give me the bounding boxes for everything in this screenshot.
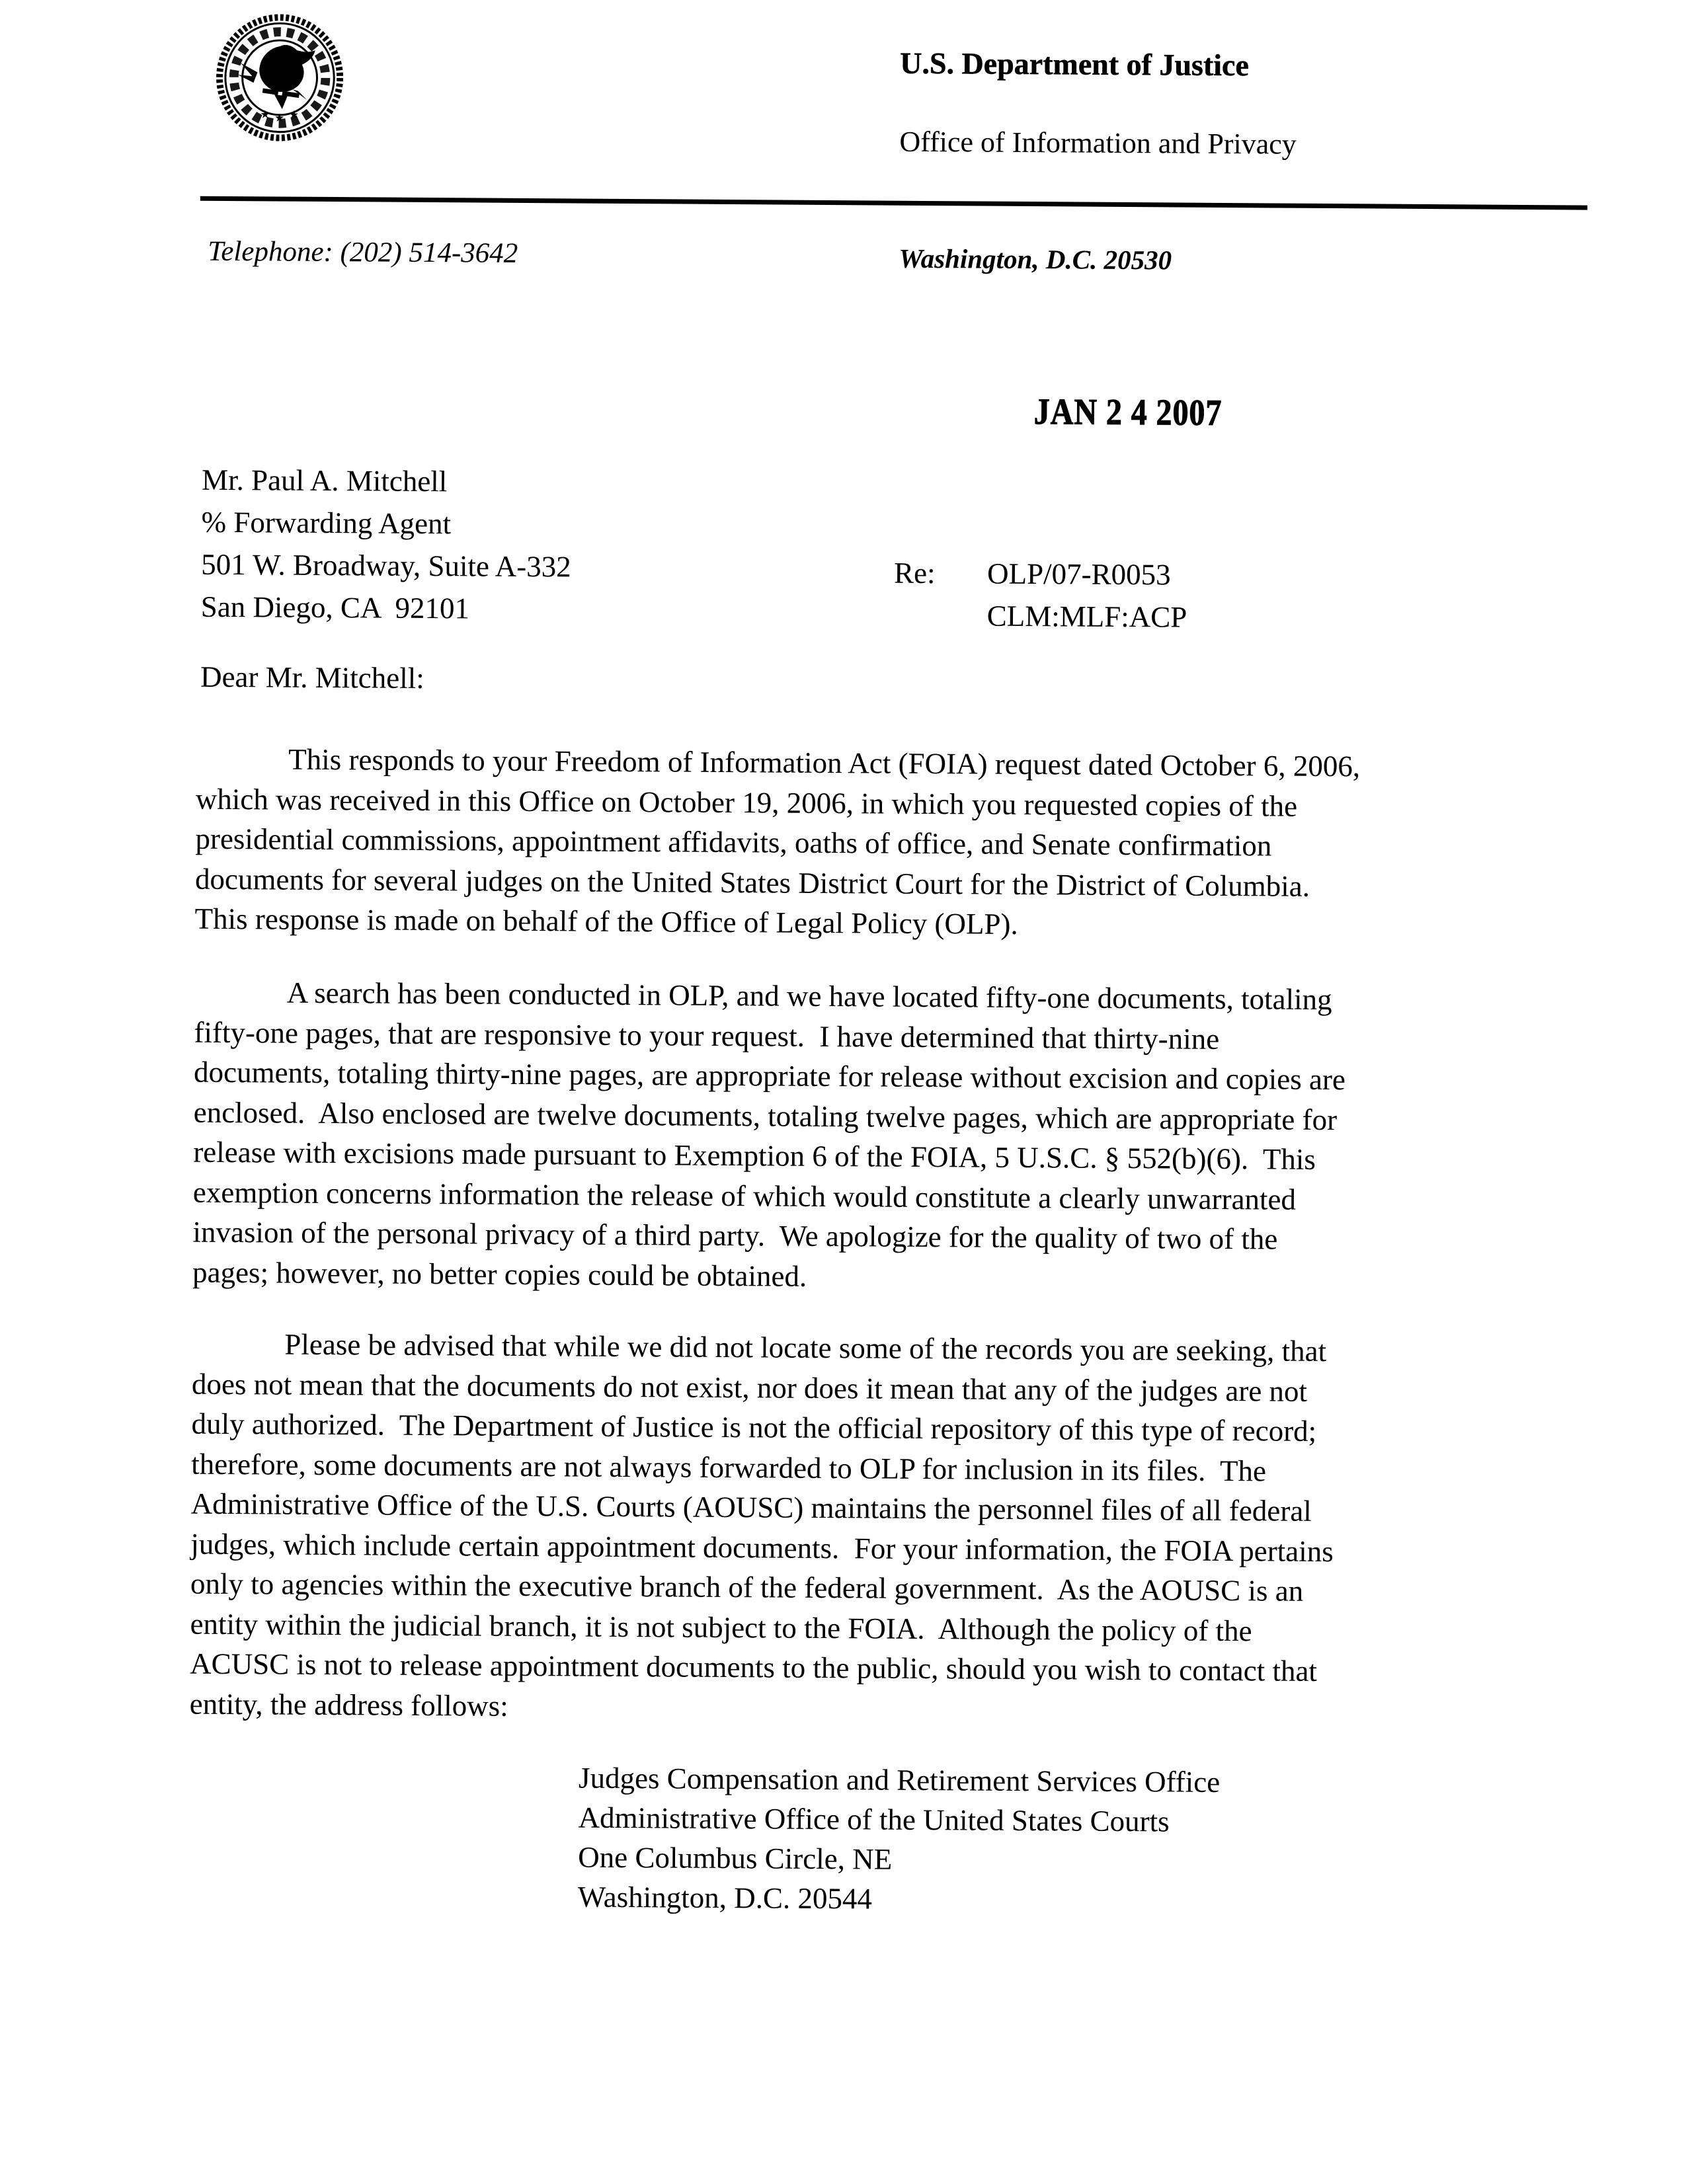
text-line: fifty-one pages, that are responsive to your request. I have determined that thirty-nine bbox=[194, 1015, 1220, 1056]
letterhead-divider bbox=[200, 196, 1587, 210]
text-line: judges, which include certain appointment documents. For your information, the FOIA pertains bbox=[190, 1527, 1334, 1568]
salutation: Dear Mr. Mitchell: bbox=[200, 660, 424, 695]
body-paragraph-3 bbox=[190, 1324, 1335, 1731]
text-line: only to agencies within the executive branch of the federal government. As the AOUSC is an bbox=[190, 1567, 1304, 1608]
doj-seal-icon bbox=[214, 12, 345, 143]
text-line: therefore, some documents are not always forwarded to OLP for inclusion in its files. The bbox=[191, 1447, 1267, 1487]
body-paragraph-2 bbox=[192, 972, 1346, 1300]
text-line: documents for several judges on the United States District Court for the District of Columbia. bbox=[194, 862, 1310, 903]
text-line: Administrative Office of the United States Courts bbox=[578, 1801, 1170, 1838]
text-line: does not mean that the documents do not exist, nor does it mean that any of the judges are not bbox=[191, 1367, 1308, 1408]
svg-text:★: ★ bbox=[260, 108, 270, 121]
text-line: entity within the judicial branch, it is not subject to the FOIA. Although the policy of the bbox=[190, 1607, 1252, 1647]
telephone-number: Telephone: (202) 514-3642 bbox=[208, 235, 518, 269]
reference-numbers bbox=[986, 553, 1187, 639]
text-line: CLM:MLF:ACP bbox=[986, 599, 1187, 634]
text-line: Administrative Office of the U.S. Courts (AOUSC) maintains the personnel files of all federal bbox=[190, 1487, 1312, 1528]
text-line: which was received in this Office on October 19, 2006, in which you requested copies of the bbox=[195, 782, 1298, 823]
text-line: pages; however, no better copies could be obtained. bbox=[192, 1255, 807, 1293]
text-line: entity, the address follows: bbox=[189, 1687, 508, 1723]
text-line: This response is made on behalf of the Office of Legal Policy (OLP). bbox=[194, 902, 1018, 941]
text-line: OLP/07-R0053 bbox=[986, 557, 1171, 592]
svg-text:★: ★ bbox=[274, 111, 285, 124]
aousc-address bbox=[578, 1758, 1221, 1921]
text-line: release with excisions made pursuant to Exemption 6 of the FOIA, 5 U.S.C. § 552(b)(6). This bbox=[193, 1135, 1316, 1176]
text-line: exemption concerns information the release of which would constitute a clearly unwarranted bbox=[192, 1175, 1297, 1216]
date-stamp: JAN 2 4 2007 bbox=[1033, 391, 1223, 434]
text-line: A search has been conducted in OLP, and we have located fifty-one documents, totaling bbox=[286, 976, 1332, 1017]
text-line: documents, totaling thirty-nine pages, are appropriate for release without excision and copies are bbox=[193, 1055, 1346, 1097]
recipient-address bbox=[201, 459, 572, 631]
text-line: Please be advised that while we did not locate some of the records you are seeking, that bbox=[284, 1327, 1327, 1368]
text-line: presidential commissions, appointment affidavits, oaths of office, and Senate confirmation bbox=[195, 822, 1272, 863]
text-line: This responds to your Freedom of Information Act (FOIA) request dated October 6, 2006, bbox=[288, 742, 1361, 783]
text-line: Mr. Paul A. Mitchell bbox=[201, 463, 448, 498]
text-line: San Diego, CA 92101 bbox=[200, 590, 470, 625]
body-paragraph-1 bbox=[194, 739, 1360, 947]
text-line: Washington, D.C. 20544 bbox=[577, 1880, 873, 1916]
letterhead-city: Washington, D.C. 20530 bbox=[899, 243, 1172, 276]
text-line: duly authorized. The Department of Justice is not the official repository of this type of record; bbox=[191, 1407, 1317, 1448]
text-line: 501 W. Broadway, Suite A-332 bbox=[201, 547, 571, 584]
department-title: U.S. Department of Justice bbox=[900, 46, 1250, 83]
text-line: Judges Compensation and Retirement Services Office bbox=[578, 1761, 1221, 1799]
svg-text:★: ★ bbox=[288, 108, 300, 122]
text-line: % Forwarding Agent bbox=[201, 505, 452, 541]
office-title: Office of Information and Privacy bbox=[899, 125, 1297, 161]
text-line: enclosed. Also enclosed are twelve documents, totaling twelve pages, which are appropriate for bbox=[193, 1095, 1338, 1136]
text-line: One Columbus Circle, NE bbox=[578, 1840, 893, 1876]
text-line: ACUSC is not to release appointment documents to the public, should you wish to contact that bbox=[189, 1647, 1318, 1688]
reference-label: Re: bbox=[893, 556, 936, 590]
text-line: invasion of the personal privacy of a third party. We apologize for the quality of two of the bbox=[192, 1215, 1278, 1256]
